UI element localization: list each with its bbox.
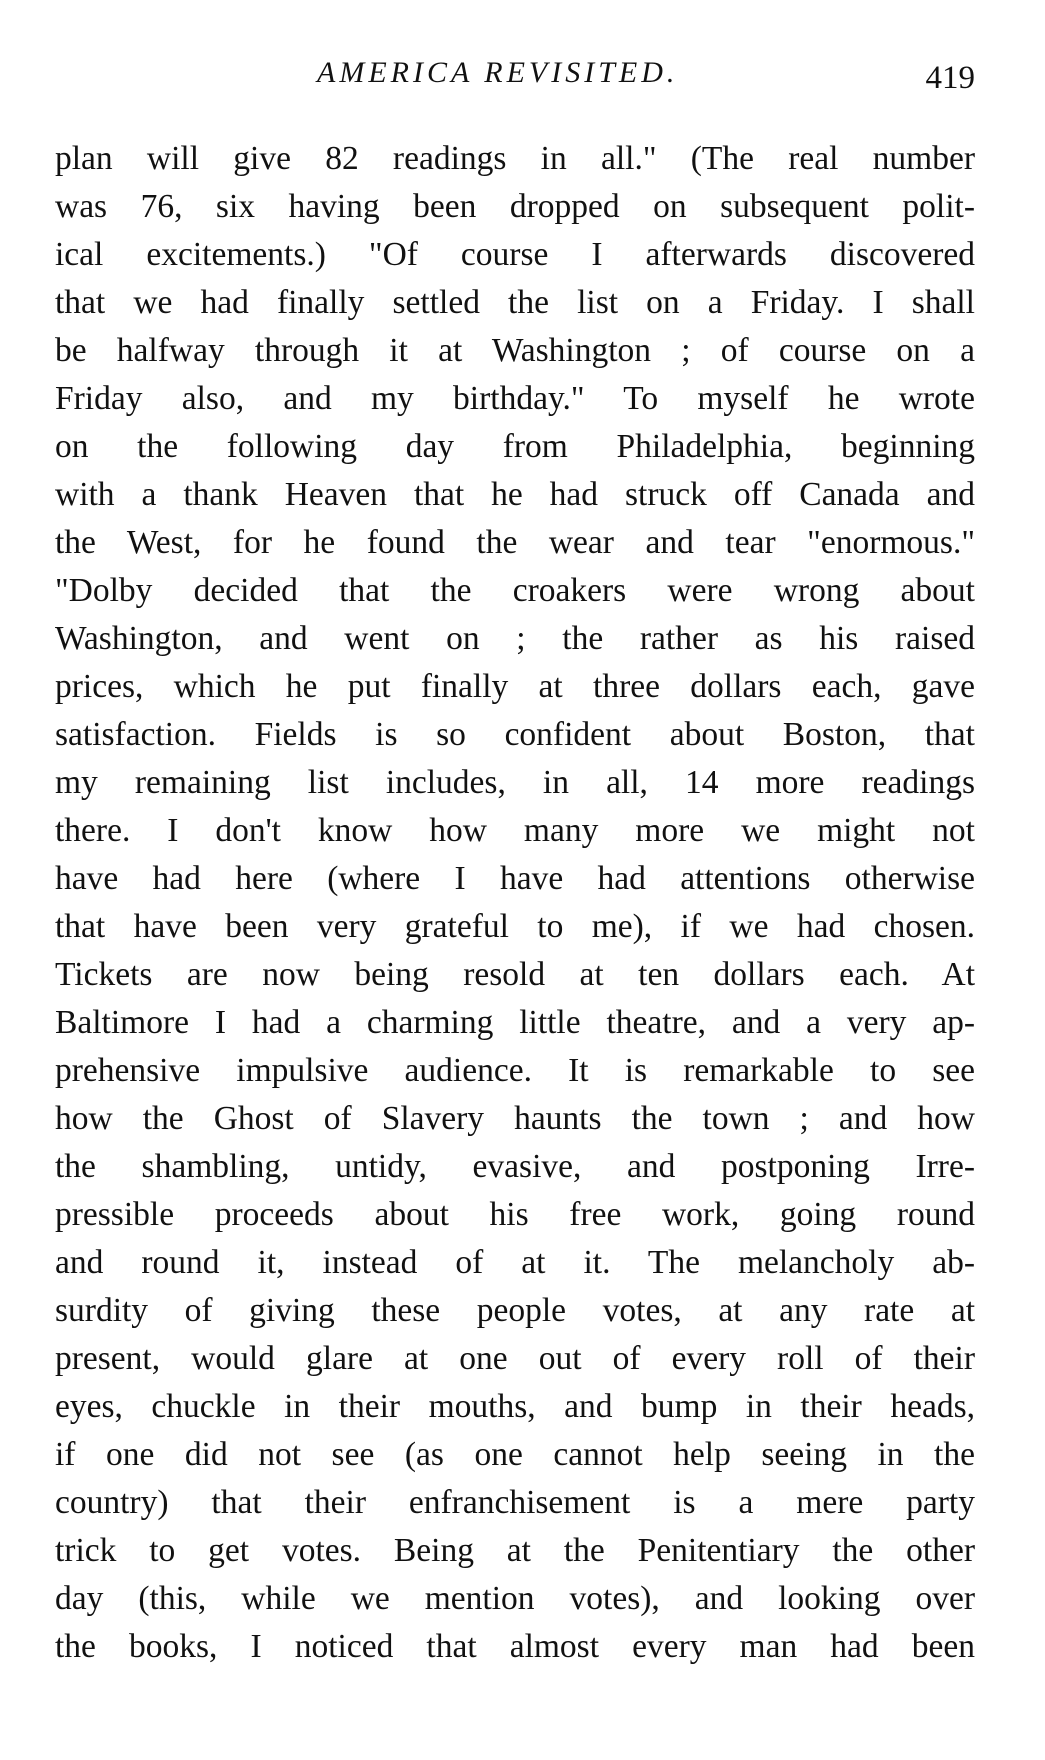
text-line: on the following day from Philadelphia, beginning [55,428,975,465]
text-line: Washington, and went on ; the rather as his raised [55,620,975,657]
text-line: plan will give 82 readings in all." (The real number [55,140,975,177]
text-line: Baltimore I had a charming little theatre, and a very ap- [55,1004,975,1041]
text-line: and round it, instead of at it. The melancholy ab- [55,1244,975,1281]
text-line: prehensive impulsive audience. It is remarkable to see [55,1052,975,1089]
text-line: satisfaction. Fields is so confident about Boston, that [55,716,975,753]
text-line: the books, I noticed that almost every man had been [55,1628,975,1665]
page-header [55,52,975,102]
text-line: prices, which he put finally at three dollars each, gave [55,668,975,705]
text-line: my remaining list includes, in all, 14 more readings [55,764,975,801]
text-line: eyes, chuckle in their mouths, and bump in their heads, [55,1388,975,1425]
text-line: the shambling, untidy, evasive, and postponing Irre- [55,1148,975,1185]
text-line: "Dolby decided that the croakers were wrong about [55,572,975,609]
text-line: Tickets are now being resold at ten dollars each. At [55,956,975,993]
text-line: how the Ghost of Slavery haunts the town ; and how [55,1100,975,1137]
text-line: ical excitements.) "Of course I afterwards discovered [55,236,975,273]
text-line: the West, for he found the wear and tear "enormous." [55,524,975,561]
running-head: AMERICA REVISITED. [317,56,679,89]
page-number: 419 [925,60,975,96]
text-line: with a thank Heaven that he had struck off Canada and [55,476,975,513]
text-line: surdity of giving these people votes, at any rate at [55,1292,975,1329]
text-line: day (this, while we mention votes), and looking over [55,1580,975,1617]
text-line: that we had finally settled the list on a Friday. I shall [55,284,975,321]
text-line: trick to get votes. Being at the Penitentiary the other [55,1532,975,1569]
text-line: Friday also, and my birthday." To myself he wrote [55,380,975,417]
text-line: have had here (where I have had attentions otherwise [55,860,975,897]
text-line: was 76, six having been dropped on subsequent polit- [55,188,975,225]
text-line: be halfway through it at Washington ; of course on a [55,332,975,369]
text-line: present, would glare at one out of every roll of their [55,1340,975,1377]
text-line: if one did not see (as one cannot help seeing in the [55,1436,975,1473]
text-line: that have been very grateful to me), if we had chosen. [55,908,975,945]
text-line: country) that their enfranchisement is a mere party [55,1484,975,1521]
text-line: pressible proceeds about his free work, going round [55,1196,975,1233]
text-line: there. I don't know how many more we might not [55,812,975,849]
body-text [55,135,975,1671]
